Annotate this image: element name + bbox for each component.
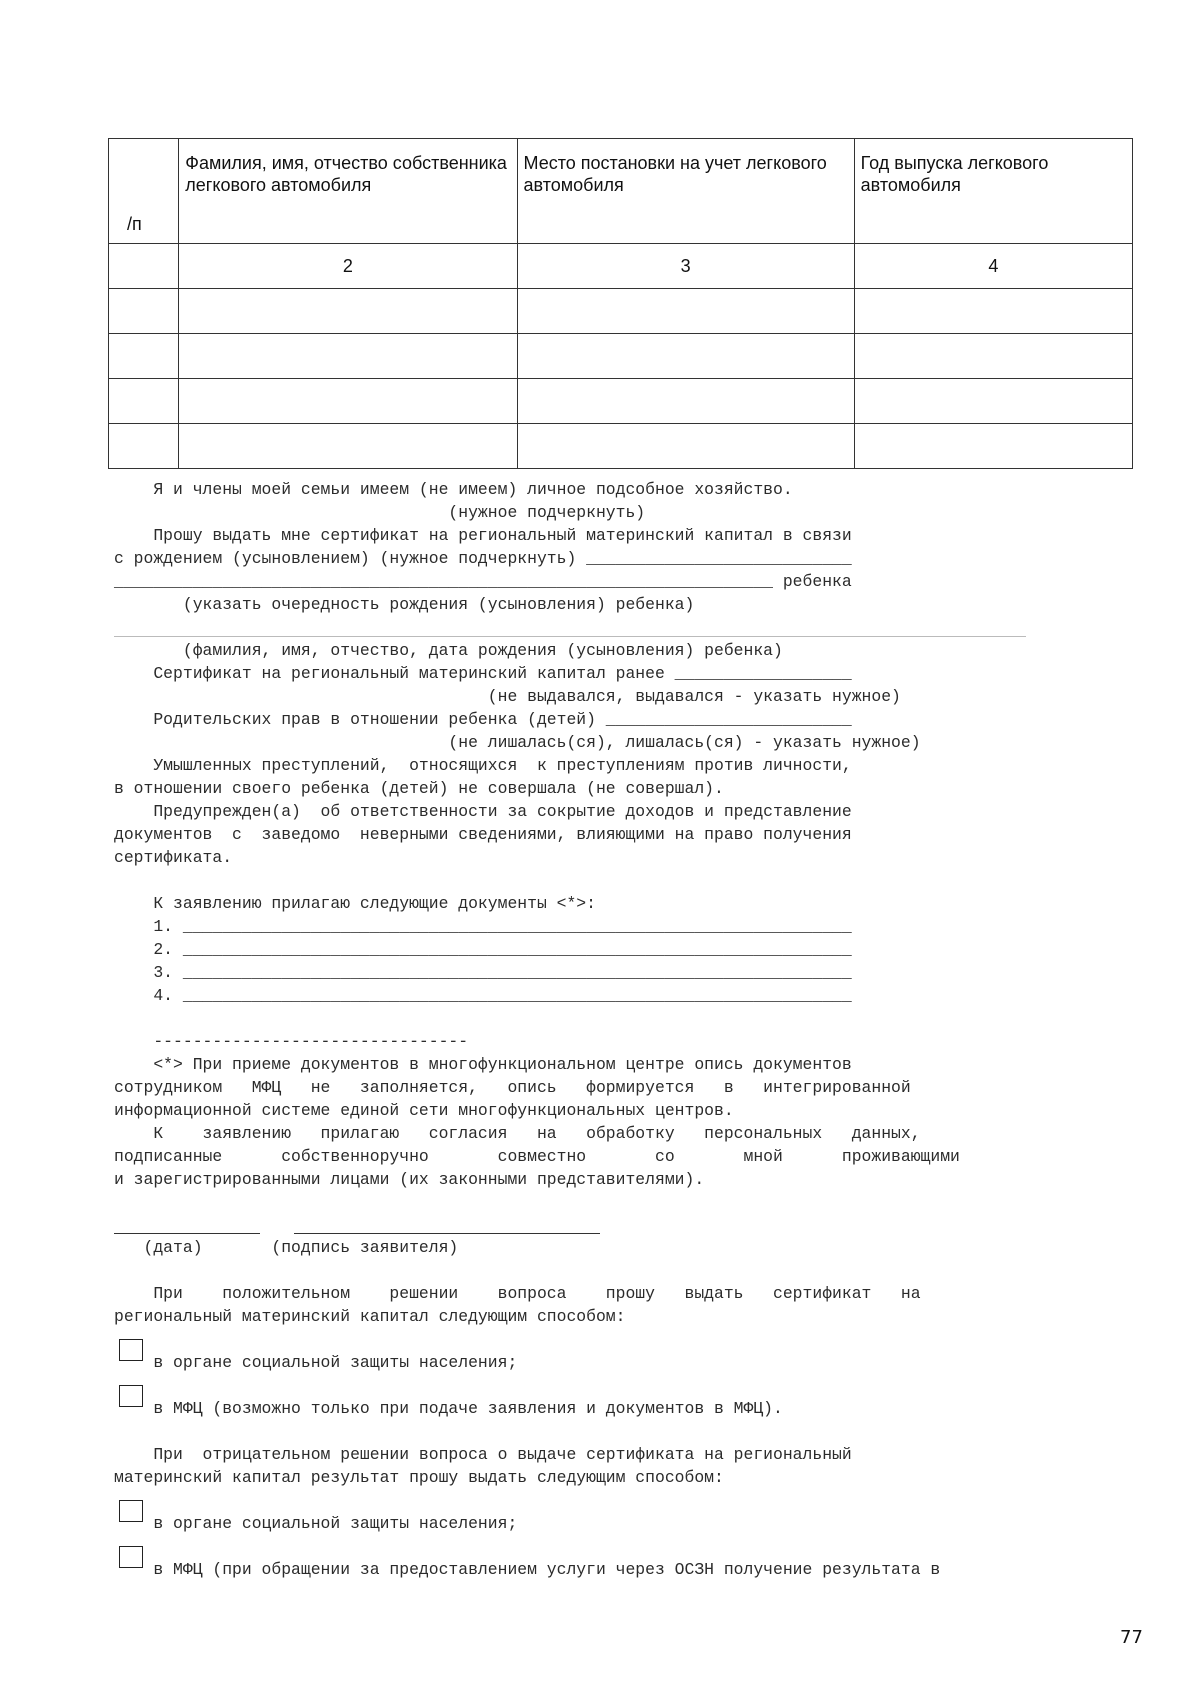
text-line-certificate[interactable]: Сертификат на региональный материнский капитал ранее __________________ bbox=[114, 664, 852, 683]
text-line-crimes-2: в отношении своего ребенка (детей) не совершала (не совершал). bbox=[114, 779, 724, 798]
table-cell[interactable] bbox=[854, 379, 1132, 424]
footnote-line-3: информационной системе единой сети многофункциональных центров. bbox=[114, 1101, 734, 1120]
table-row bbox=[109, 424, 1133, 469]
text-line-farm: Я и члены моей семьи имеем (не имеем) личное подсобное хозяйство. bbox=[114, 480, 793, 499]
text-line-underline-hint: (нужное подчеркнуть) bbox=[114, 503, 646, 522]
table-row bbox=[109, 379, 1133, 424]
text-line-child-order[interactable]: ___________________________________________________________________ ребенка bbox=[114, 572, 852, 591]
table-row bbox=[109, 289, 1133, 334]
option-positive-social-protection: в органе социальной защиты населения; bbox=[114, 1353, 518, 1372]
table-cell[interactable] bbox=[179, 379, 517, 424]
signature-field[interactable] bbox=[294, 1233, 600, 1234]
table-cell[interactable] bbox=[179, 289, 517, 334]
table-cell[interactable] bbox=[179, 424, 517, 469]
positive-decision-line-1: При положительном решении вопроса прошу выдать сертификат на bbox=[114, 1284, 921, 1303]
text-line-rights-hint: (не лишалась(ся), лишалась(ся) - указать нужное) bbox=[114, 733, 921, 752]
consent-line-1: К заявлению прилагаю согласия на обработку персональных данных, bbox=[114, 1124, 921, 1143]
column-number: 4 bbox=[854, 244, 1132, 289]
text-line-certificate-hint: (не выдавался, выдавался - указать нужное) bbox=[114, 687, 901, 706]
column-number: 3 bbox=[517, 244, 854, 289]
negative-decision-line-2: материнский капитал результат прошу выдать следующим способом: bbox=[114, 1468, 724, 1487]
child-name-field[interactable] bbox=[114, 636, 1026, 637]
attachment-line-1[interactable]: 1. ____________________________________________________________________ bbox=[114, 917, 852, 936]
table-cell[interactable] bbox=[854, 424, 1132, 469]
text-line-child-name-hint: (фамилия, имя, отчество, дата рождения (усыновления) ребенка) bbox=[114, 641, 783, 660]
table-cell[interactable] bbox=[109, 334, 179, 379]
date-field[interactable] bbox=[114, 1233, 260, 1234]
header-cell-registration-place: Место постановки на учет легкового автомобиля bbox=[517, 139, 854, 244]
table-cell[interactable] bbox=[854, 289, 1132, 334]
table-column-number-row bbox=[109, 244, 1133, 289]
consent-line-2: подписанные собственноручно совместно со мной проживающими bbox=[114, 1147, 960, 1166]
table-cell[interactable] bbox=[109, 424, 179, 469]
footnote-line-2: сотрудником МФЦ не заполняется, опись формируется в интегрированной bbox=[114, 1078, 911, 1097]
header-cell-year: Год выпуска легкового автомобиля bbox=[854, 139, 1132, 244]
attachment-line-2[interactable]: 2. ____________________________________________________________________ bbox=[114, 940, 852, 959]
text-line-warning: Предупрежден(а) об ответственности за сокрытие доходов и представление bbox=[114, 802, 852, 821]
text-line-request: Прошу выдать мне сертификат на региональный материнский капитал в связи bbox=[114, 526, 852, 545]
text-line-warning-3: сертификата. bbox=[114, 848, 233, 867]
vehicle-table bbox=[108, 138, 1133, 469]
table-row bbox=[109, 334, 1133, 379]
option-negative-social-protection: в органе социальной защиты населения; bbox=[114, 1514, 518, 1533]
text-line-birth[interactable]: с рождением (усыновлением) (нужное подчеркнуть) ___________________________ bbox=[114, 549, 852, 568]
text-line-order-hint: (указать очередность рождения (усыновления) ребенка) bbox=[114, 595, 695, 614]
signature-hint: (дата) (подпись заявителя) bbox=[114, 1238, 459, 1257]
text-line-parental-rights[interactable]: Родительских прав в отношении ребенка (детей) _________________________ bbox=[114, 710, 852, 729]
text-line-warning-2: документов с заведомо неверными сведениями, влияющими на право получения bbox=[114, 825, 852, 844]
table-cell[interactable] bbox=[517, 424, 854, 469]
table-cell[interactable] bbox=[517, 289, 854, 334]
footnote-separator: -------------------------------- bbox=[114, 1032, 469, 1051]
option-positive-mfc: в МФЦ (возможно только при подаче заявления и документов в МФЦ). bbox=[114, 1399, 783, 1418]
negative-decision-line-1: При отрицательном решении вопроса о выдаче сертификата на региональный bbox=[114, 1445, 852, 1464]
table-cell[interactable] bbox=[179, 334, 517, 379]
column-number: 2 bbox=[179, 244, 517, 289]
option-negative-mfc: в МФЦ (при обращении за предоставлением услуги через ОСЗН получение результата в bbox=[114, 1560, 941, 1579]
attachment-line-3[interactable]: 3. ____________________________________________________________________ bbox=[114, 963, 852, 982]
table-cell[interactable] bbox=[109, 289, 179, 334]
column-number bbox=[109, 244, 179, 289]
table-header-row bbox=[109, 139, 1133, 244]
positive-decision-line-2: региональный материнский капитал следующим способом: bbox=[114, 1307, 626, 1326]
consent-line-3: и зарегистрированными лицами (их законными представителями). bbox=[114, 1170, 705, 1189]
table-cell[interactable] bbox=[517, 379, 854, 424]
footnote-line-1: <*> При приеме документов в многофункциональном центре опись документов bbox=[114, 1055, 852, 1074]
attachment-line-4[interactable]: 4. ____________________________________________________________________ bbox=[114, 986, 852, 1005]
header-cell-number: /п bbox=[109, 139, 179, 244]
page-number: 77 bbox=[1120, 1627, 1143, 1648]
table-cell[interactable] bbox=[109, 379, 179, 424]
table-cell[interactable] bbox=[854, 334, 1132, 379]
header-cell-owner-name: Фамилия, имя, отчество собственника легкового автомобиля bbox=[179, 139, 517, 244]
text-line-crimes: Умышленных преступлений, относящихся к преступлениям против личности, bbox=[114, 756, 852, 775]
table-cell[interactable] bbox=[517, 334, 854, 379]
text-line-attachments: К заявлению прилагаю следующие документы <*>: bbox=[114, 894, 596, 913]
